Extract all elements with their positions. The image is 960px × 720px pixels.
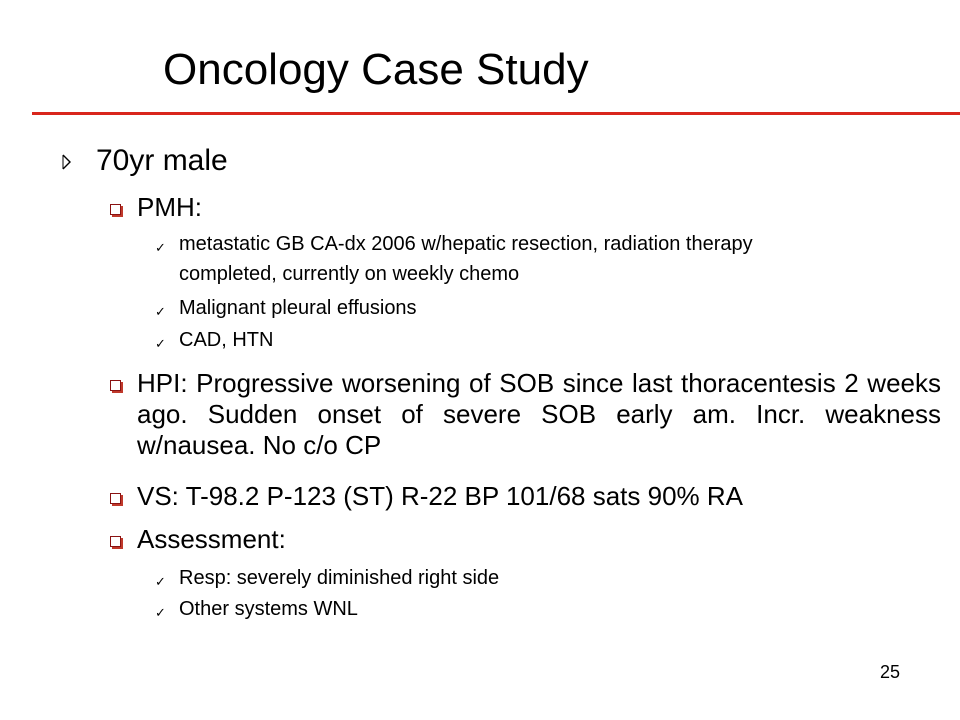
pmh-item: metastatic GB CA-dx 2006 w/hepatic resection, radiation therapy	[179, 233, 753, 255]
square-bullet-icon	[110, 536, 121, 547]
pmh-item: Malignant pleural effusions	[179, 297, 417, 319]
square-bullet-icon	[110, 204, 121, 215]
pmh-item-continued: completed, currently on weekly chemo	[179, 263, 520, 285]
checkmark-icon: ✓	[155, 240, 166, 255]
pmh-item: CAD, HTN	[179, 329, 274, 351]
checkmark-icon: ✓	[155, 605, 166, 620]
checkmark-icon: ✓	[155, 304, 166, 319]
assessment-item: Other systems WNL	[179, 598, 358, 620]
pmh-label: PMH:	[137, 192, 202, 222]
square-bullet-icon	[110, 380, 121, 391]
title-divider	[32, 112, 960, 115]
square-bullet-icon	[110, 493, 121, 504]
arrowhead-bullet-icon	[62, 154, 71, 170]
page-number: 25	[880, 662, 901, 682]
assessment-label: Assessment:	[137, 524, 286, 554]
hpi-text: HPI: Progressive worsening of SOB since last thoracentesis 2 weeks ago. Sudden onset of severe SOB early am. Incr. weakness w/nausea. No c/o CP	[137, 368, 941, 460]
checkmark-icon: ✓	[155, 574, 166, 589]
assessment-item: Resp: severely diminished right side	[179, 567, 500, 589]
slide-title: Oncology Case Study	[163, 45, 589, 94]
patient-text: 70yr male	[96, 144, 228, 177]
vitals-text: VS: T-98.2 P-123 (ST) R-22 BP 101/68 sats 90% RA	[137, 481, 744, 511]
checkmark-icon: ✓	[155, 336, 166, 351]
